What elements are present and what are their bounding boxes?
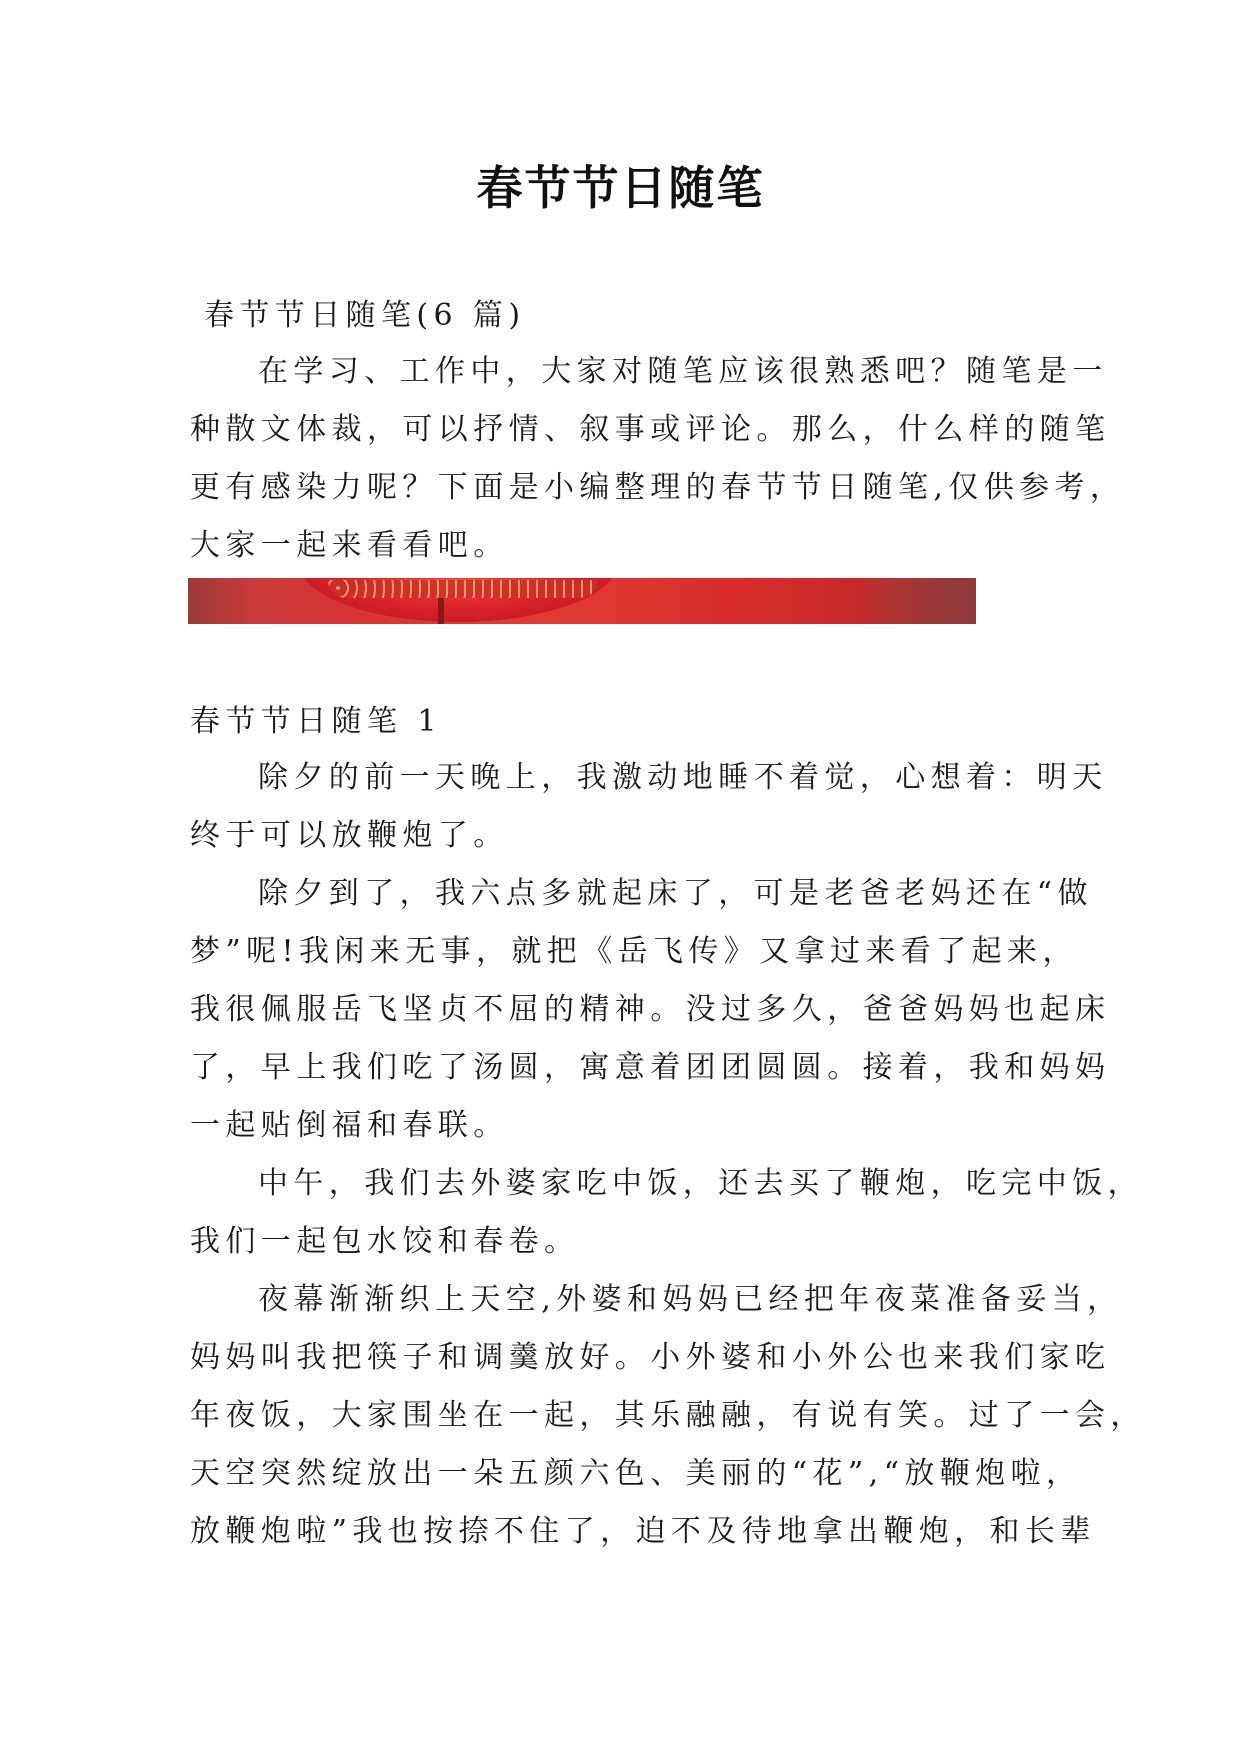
lantern-pattern — [328, 580, 598, 598]
festive-lantern-image — [188, 578, 976, 624]
intro-line: 在学习、工作中，大家对随笔应该很熟悉吧？随笔是一 — [258, 354, 1108, 389]
intro-line: 种散文体裁，可以抒情、叙事或评论。那么，什么样的随笔 — [190, 412, 1111, 447]
document-title: 春节节日随笔 — [476, 161, 765, 215]
paragraph-line: 年夜饭，大家围坐在一起，其乐融融，有说有笑。过了一会， — [190, 1398, 1146, 1433]
paragraph-line: 一起贴倒福和春联。 — [190, 1108, 509, 1143]
paragraph-line: 梦”呢!我闲来无事，就把《岳飞传》又拿过来看了起来， — [190, 934, 1078, 969]
paragraph-line: 终于可以放鞭炮了。 — [190, 818, 509, 853]
paragraph-line: 中午，我们去外婆家吃中饭，还去买了鞭炮，吃完中饭， — [258, 1166, 1143, 1201]
paragraph-line: 除夕到了，我六点多就起床了，可是老爸老妈还在“做 — [258, 876, 1093, 911]
intro-line: 大家一起来看看吧。 — [190, 528, 509, 563]
paragraph-line: 了，早上我们吃了汤圆，寓意着团团圆圆。接着，我和妈妈 — [190, 1050, 1111, 1085]
paragraph-line: 妈妈叫我把筷子和调羹放好。小外婆和小外公也来我们家吃 — [190, 1340, 1111, 1375]
paragraph-line: 天空突然绽放出一朵五颜六色、美丽的“花”,“放鞭炮啦， — [190, 1456, 1082, 1491]
intro-line: 更有感染力呢？下面是小编整理的春节节日随笔,仅供参考， — [190, 470, 1126, 505]
lantern-tassel — [438, 598, 444, 624]
banner-shade — [856, 578, 976, 624]
paragraph-line: 我们一起包水饺和春卷。 — [190, 1224, 580, 1259]
paragraph-line: 我很佩服岳飞坚贞不屈的精神。没过多久，爸爸妈妈也起床 — [190, 992, 1111, 1027]
paragraph-line: 夜幕渐渐织上天空,外婆和妈妈已经把年夜菜准备妥当， — [258, 1282, 1123, 1317]
subtitle: 春节节日随笔(6 篇) — [204, 298, 526, 333]
section-heading: 春节节日随笔 1 — [190, 704, 442, 739]
paragraph-line: 除夕的前一天晚上，我激动地睡不着觉，心想着：明天 — [258, 760, 1108, 795]
paragraph-line: 放鞭炮啦”我也按捺不住了，迫不及待地拿出鞭炮，和长辈 — [190, 1514, 1096, 1549]
